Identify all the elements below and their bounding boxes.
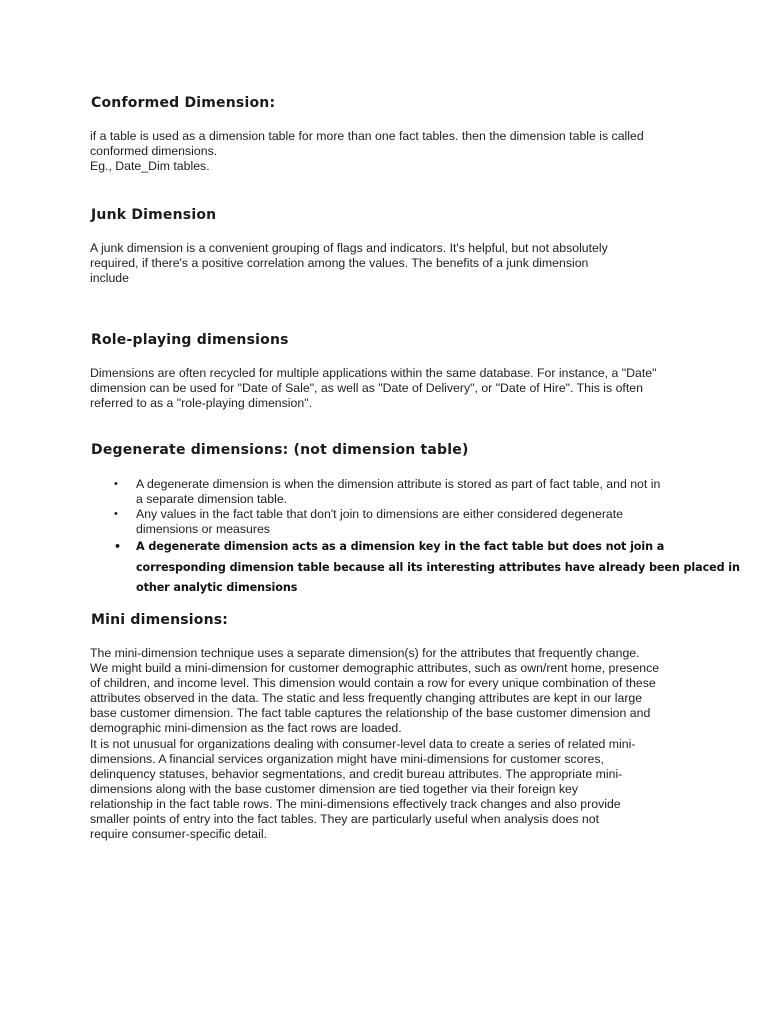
text-line: of children, and income level. This dimension would contain a row for every unique combination of these <box>90 676 656 691</box>
text-line: dimension can be used for "Date of Sale", as well as "Date of Delivery", or "Date of Hire". This is often <box>90 381 643 396</box>
paragraph-junk-dimension <box>90 241 608 286</box>
text-line: a separate dimension table. <box>136 492 288 507</box>
text-line: relationship in the fact table rows. The mini-dimensions effectively track changes and also provide <box>90 796 621 811</box>
text-line: A degenerate dimension is when the dimension attribute is stored as part of fact table, and not in <box>136 477 661 491</box>
text-line: dimensions. A financial services organization might have mini-dimensions for customer scores, <box>90 751 604 766</box>
list-item <box>90 537 740 598</box>
paragraph-mini-dimensions <box>90 646 659 842</box>
text-line: We might build a mini-dimension for customer demographic attributes, such as own/rent home, presence <box>90 661 660 676</box>
text-line: delinquency statuses, behavior segmentations, and credit bureau attributes. The appropriate mini- <box>90 766 623 781</box>
bullet-icon: • <box>114 478 118 490</box>
text-line: A degenerate dimension acts as a dimension key in the fact table but does not join a <box>136 540 665 554</box>
text-line: Any values in the fact table that don't join to dimensions are either considered degenerate <box>136 507 624 522</box>
text-line: other analytic dimensions <box>136 580 298 594</box>
bullet-icon: • <box>114 508 118 521</box>
heading-mini-dimensions: Mini dimensions: <box>91 612 229 628</box>
text-line: base customer dimension. The fact table captures the relationship of the base customer dimension and <box>90 706 651 721</box>
text-line: dimensions or measures <box>136 522 270 537</box>
list-item <box>90 477 740 507</box>
text-line: required, if there's a positive correlation among the values. The benefits of a junk dimension <box>90 256 589 271</box>
text-line: dimensions along with the base customer dimension are tied together via their foreign key <box>90 781 579 796</box>
text-line: Dimensions are often recycled for multiple applications within the same database. For instance, a "Date" <box>90 366 657 380</box>
text-line: if a table is used as a dimension table for more than one fact tables. then the dimension table is called <box>90 129 644 143</box>
bullet-icon: • <box>114 540 121 554</box>
text-line: The mini-dimension technique uses a separate dimension(s) for the attributes that frequently change. <box>90 646 640 660</box>
text-line: smaller points of entry into the fact tables. They are particularly useful when analysis does not <box>90 812 599 827</box>
heading-conformed-dimension: Conformed Dimension: <box>91 95 276 111</box>
heading-role-playing-dimensions: Role-playing dimensions <box>91 332 289 348</box>
text-line: demographic mini-dimension as the fact rows are loaded. <box>90 721 402 736</box>
paragraph-role-playing-dimensions <box>90 366 656 411</box>
degenerate-dimensions-bullet-list <box>90 477 740 598</box>
list-item <box>90 507 740 537</box>
heading-junk-dimension: Junk Dimension <box>91 207 217 223</box>
text-line: include <box>90 271 129 286</box>
text-line: Eg., Date_Dim tables. <box>90 159 210 174</box>
text-line: attributes observed in the data. The static and less frequently changing attributes are kept in our large <box>90 691 643 706</box>
text-line: conformed dimensions. <box>90 144 218 159</box>
paragraph-conformed-dimension <box>90 129 644 174</box>
text-line: It is not unusual for organizations dealing with consumer-level data to create a series of related mini- <box>90 736 636 751</box>
text-line: referred to as a "role-playing dimension". <box>90 396 312 411</box>
text-line: require consumer-specific detail. <box>90 827 268 842</box>
text-line: A junk dimension is a convenient grouping of flags and indicators. It's helpful, but not absolutely <box>90 241 608 255</box>
heading-degenerate-dimensions: Degenerate dimensions: (not dimension table) <box>91 442 469 458</box>
text-line: corresponding dimension table because all its interesting attributes have already been placed in <box>136 560 740 574</box>
